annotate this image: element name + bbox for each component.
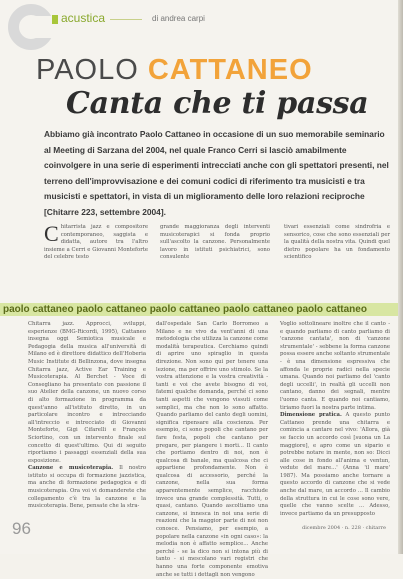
section-rubric [52,11,394,26]
lower-column-3 [280,321,390,517]
section-name: acustica [61,11,106,25]
lower-column-1 [28,321,146,517]
lower-column-3-after: A questo punto Cattaneo prende una chitarra e comincia a cantare nel vivo: 'Allora, già se faccio un accordo così [suona un La maggiore], e apro come un sipario e potrebbe notare in mente, non so: Dicci alle cose in fondo all'anima e ventun, vedute del mare...' (Anna 'il mare' 1987). Ma possiamo anche tornare a questo accordo di canzone che si vede anche dal mare, un accordo ... Il cambio della struttura in cui le cose sono vere, quelle che vanno scelte ... Adesso, invece partiamo da un presupposto [280,412,390,517]
upper-column-2: grande maggioranza degli interventi musicoterapici si fonda proprio sull'ascolto la canzone. Personalmente lavoro in istituti psichiatrici, sono consulente [160,224,270,261]
lower-column-3-text: Voglio sottolineare inoltre che il canto - e quando parliamo di canto parliamo di 'canzone cantata', non di 'canzone strumentale' - sebbene la forma canzone possa essere anche soltanto strumentale - è una dimensione espressiva che affonda le proprie radici nella specie umana. Quando noi parliamo del 'canto degli uccelli', in realtà gli uccelli non cantano, danno dei segnali, mentre l'uomo canta. E quando noi cantiamo, tiriamo fuori la nostra parte intima. [280,321,390,411]
drop-cap: C [44,221,59,246]
heading-canzone: Canzone e musicoterapia. [28,465,114,472]
upper-column-1-text: hitarrista jazz e compositore contemporaneo, saggista e didatta, autore tra l'altro insieme a Cerri e Giovanni Monteforte del celebre testo [44,224,148,261]
title-first-name: PAOLO [36,54,139,86]
upper-column-3: tivari essenziali come sindrofria e sensorico, cose che sono essenziali per la qualità della nostra vita. Quindi quel dietro popolare ha un fondamento scientifico [284,224,390,261]
lower-column-1-after: Il nostro istituto si occupa di formazione jazzistica, ma anche di formazione pedagogica e di musicoterapia. Ora voi vi domanderete che collegamento c'è tra la canzone e la musicoterapia. Bene, pensate che la stra- [28,465,147,510]
name-band-text: paolo cattaneo paolo cattaneo paolo cattaneo paolo cattaneo paolo cattaneo [3,304,367,315]
issue-footer: dicembre 2004 · n. 228 · chitarre [302,525,386,531]
upper-column-1 [44,221,148,302]
article-title [36,54,313,87]
name-band [0,303,403,316]
title-last-name: CATTANEO [147,54,313,86]
article-subtitle: Canta che ti passa [66,86,369,121]
article-author: di andrea carpi [152,14,205,23]
heading-dimensione: Dimensione pratica. [280,412,342,419]
rubric-bar-icon [52,15,58,24]
page-number: 96 [12,519,31,538]
rubric-divider-short [110,19,142,20]
lower-column-1-text: Chitarra jazz. Approcci, sviluppi, esperienze (BMG-Ricordi, 1995), Cattaneo insegna oggi Semiotica musicale e Pedagogia della musica all'università di Milano ed è direttore didattico dell'Hoberia Music Institute di Bellinzona, dove insegna Chitarra jazz, Active Ear Training e Musicoterapia. Al Berchet - Voce di Consegliano ha presentato con passione il suo Atelier della canzone, un nuovo corso di alto formazione in programma da quest'anno all'istituto diretto, in un particolare incontro e intrecciando all'intreccio e intrecciato di Giovanni Monteforte, Gigi Cifarelli e François Sciortino, con un intervento finale sul concetto di quest'ultimo. Qui di seguito riportiamo i passaggi essenziali della sua esposizione. [28,321,146,464]
page-spine-shadow [398,0,403,554]
lower-column-2: dall'ospedale San Carlo Borromeo a Milano e ne vivo da vent'anni di una metodologia che utilizza la canzone come modalità terapeutica. Cerchiamo quindi di aprire uno spiraglio in questa direzione. Non sono qui per tenere una lezione, ma per offrire uno stimolo. Se la vostra attenzione e la vostra creatività - tanti e voi che avete bisogno di voi, fatemi qualche domanda, perché ci sono tanti aspetti che vengono vissuti come semplici, ma che non lo sono affatto. Quando parliamo del canto degli uomini, significa ripensare alla coscienza. Per esempio, ci sono popoli che cantano per fare festa, popoli che cantano per pregare, per piangere i morti... Il canto che portiamo dentro di noi, non è qualcosa di banale, ma qualcosa che ci appartiene profondamente. Non è qualcosa di accessorio, perché la canzone, nella sua forma apparentemente semplice, racchiude invece una grande complessità. Tutti, o quasi, cantano. Quando ascoltiamo una canzone, si innesca in noi una serie di reazioni che la maggior parte di noi non conosce. Pensiamo, per esempio, a popolare nella canzone «in ogni caso»: la melodia non è affatto semplice... Anche perché - se la dico non si intona più di tanto - si mescolano vari registri che hanno una forte componente emotiva anche se tutti i dettagli non vengono [156,321,268,578]
article-lead: Abbiamo già incontrato Paolo Cattaneo in occasione di un suo memorabile seminario al Meeting di Sarzana del 2004, nel quale Franco Cerri si lasciò amabilmente coinvolgere in una serie di esperimenti intrecciati anche con gli spettatori presenti, nel terreno dell'improvvisazione e dei comuni codici di riferimento tra musicisti e tra musicisti e spettatori, in vista di un miglioramento delle loro relazioni reciproche [Chitarre 223, settembre 2004]. [44,129,389,217]
